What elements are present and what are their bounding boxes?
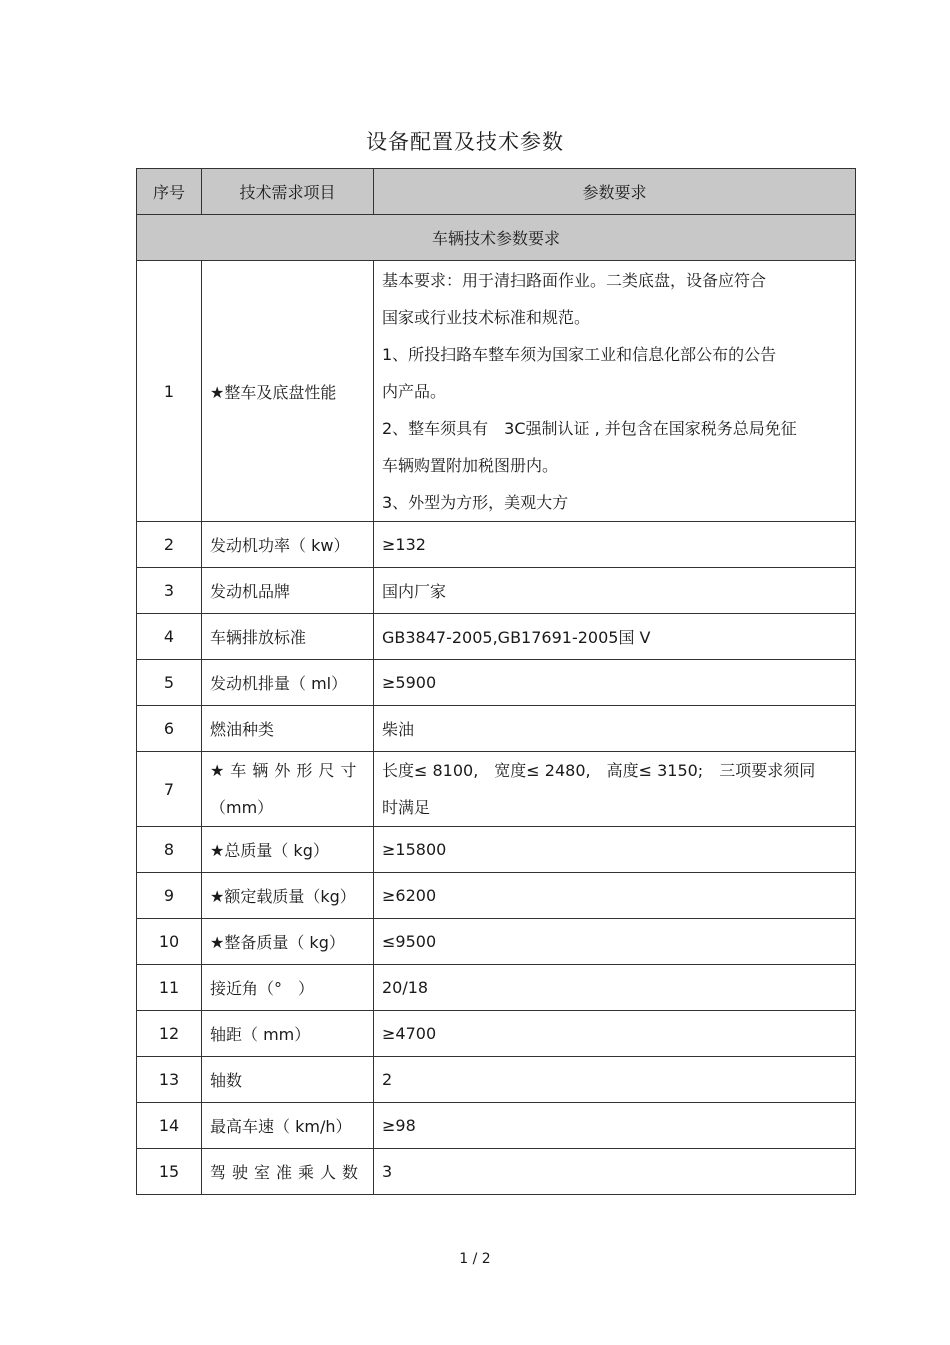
row-item: 燃油种类 [202, 706, 374, 752]
row-requirement: 国内厂家 [374, 568, 856, 614]
requirement-line: 内产品。 [382, 381, 447, 401]
row-item: 轴距（ mm） [202, 1011, 374, 1057]
row-requirement: ≤9500 [374, 919, 856, 965]
section-row [137, 215, 856, 261]
row-item: ★总质量（ kg） [202, 827, 374, 873]
row-no: 14 [137, 1103, 202, 1149]
row-no: 5 [137, 660, 202, 706]
row-no: 6 [137, 706, 202, 752]
table-row [137, 1011, 856, 1057]
row-requirement: ≥15800 [374, 827, 856, 873]
row-requirement: 柴油 [374, 706, 856, 752]
section-title: 车辆技术参数要求 [137, 215, 856, 261]
row-no: 2 [137, 522, 202, 568]
row-item [202, 752, 374, 827]
row-no: 7 [137, 752, 202, 827]
table-row [137, 261, 856, 522]
row-item-line: ★车辆外形尺寸 [210, 761, 363, 780]
row-no: 9 [137, 873, 202, 919]
requirement-line: 2、整车须具有 3C强制认证 , 并包含在国家税务总局免征 [382, 418, 797, 438]
row-no: 4 [137, 614, 202, 660]
row-requirement: GB3847-2005,GB17691-2005国 V [374, 614, 856, 660]
row-item: 最高车速（ km/h） [202, 1103, 374, 1149]
requirement-line: 基本要求：用于清扫路面作业。二类底盘，设备应符合 [382, 270, 767, 290]
requirement-line: 3、外型为方形，美观大方 [382, 492, 569, 512]
table-row [137, 919, 856, 965]
row-requirement: ≥132 [374, 522, 856, 568]
row-item: 接近角（° ） [202, 965, 374, 1011]
row-item: ★额定载质量（kg） [202, 873, 374, 919]
row-requirement [374, 752, 856, 827]
row-no: 1 [137, 261, 202, 522]
row-requirement: ≥4700 [374, 1011, 856, 1057]
table-row [137, 827, 856, 873]
row-item: 轴数 [202, 1057, 374, 1103]
row-requirement: 2 [374, 1057, 856, 1103]
row-requirement: ≥5900 [374, 660, 856, 706]
row-no: 15 [137, 1149, 202, 1195]
row-item: ★整车及底盘性能 [202, 261, 374, 522]
table-row [137, 965, 856, 1011]
row-item: 发动机品牌 [202, 568, 374, 614]
table-row [137, 568, 856, 614]
row-requirement [374, 261, 856, 522]
spec-table [136, 168, 856, 1195]
row-requirement: ≥6200 [374, 873, 856, 919]
row-item: ★整备质量（ kg） [202, 919, 374, 965]
table-row [137, 614, 856, 660]
header-requirement: 参数要求 [374, 169, 856, 215]
header-item: 技术需求项目 [202, 169, 374, 215]
table-row [137, 873, 856, 919]
row-no: 13 [137, 1057, 202, 1103]
page-number: 1 / 2 [459, 1251, 491, 1267]
row-item-line: （mm） [210, 798, 274, 817]
row-item: 发动机功率（ kw） [202, 522, 374, 568]
table-row [137, 752, 856, 827]
header-no: 序号 [137, 169, 202, 215]
row-no: 11 [137, 965, 202, 1011]
requirement-line: 车辆购置附加税图册内。 [382, 455, 559, 475]
table-row [137, 522, 856, 568]
requirement-line: 时满足 [382, 798, 431, 817]
requirement-line: 1、所投扫路车整车须为国家工业和信息化部公布的公告 [382, 344, 777, 364]
table-row [137, 1149, 856, 1195]
row-no: 10 [137, 919, 202, 965]
row-item: 车辆排放标准 [202, 614, 374, 660]
row-item: 驾驶室准乘人数 [202, 1149, 374, 1195]
table-row [137, 1057, 856, 1103]
table-row [137, 1103, 856, 1149]
row-no: 8 [137, 827, 202, 873]
table-header-row [137, 169, 856, 215]
table-row [137, 660, 856, 706]
requirement-line: 长度≤ 8100, 宽度≤ 2480, 高度≤ 3150; 三项要求须同 [382, 761, 816, 780]
table-row [137, 706, 856, 752]
row-requirement: 3 [374, 1149, 856, 1195]
row-requirement: ≥98 [374, 1103, 856, 1149]
row-no: 3 [137, 568, 202, 614]
row-no: 12 [137, 1011, 202, 1057]
requirement-line: 国家或行业技术标准和规范。 [382, 307, 591, 327]
page-title: 设备配置及技术参数 [366, 130, 564, 154]
row-requirement: 20/18 [374, 965, 856, 1011]
row-item: 发动机排量（ ml） [202, 660, 374, 706]
